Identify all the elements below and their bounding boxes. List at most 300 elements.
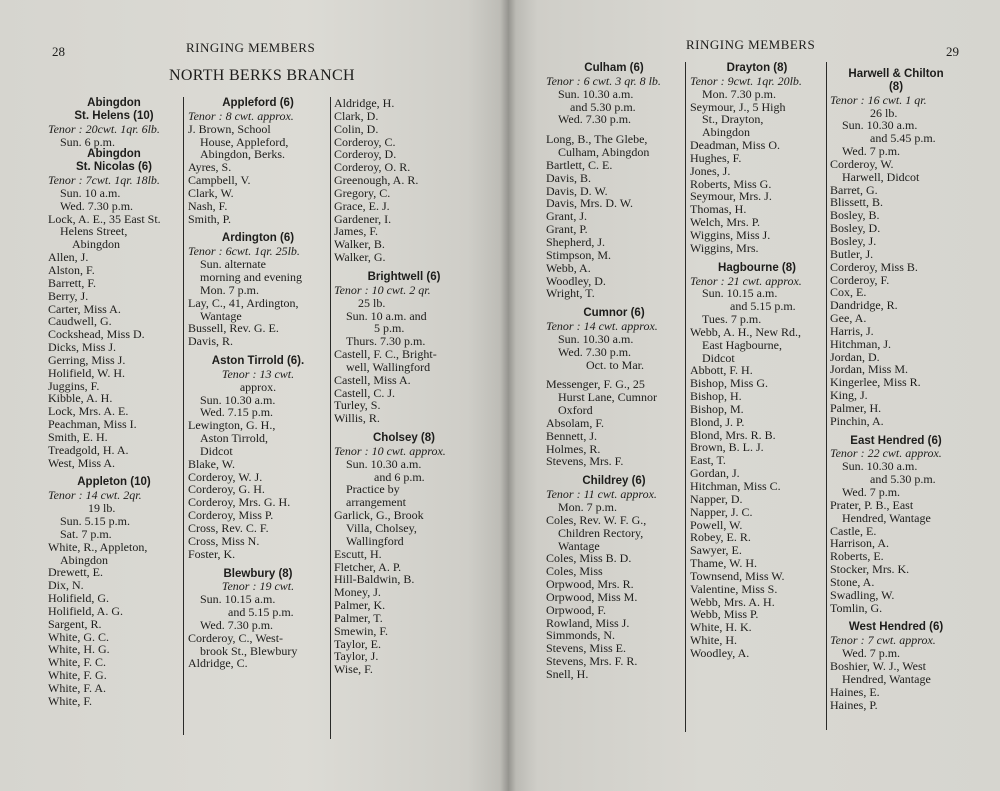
entry-line: Seymour, J., 5 High	[690, 99, 786, 114]
entry-line: Palmer, H.	[830, 400, 882, 415]
entry-line: Haines, P.	[830, 697, 878, 712]
entry-line: Castell, F. C., Bright-	[334, 347, 437, 362]
entry-line: Lay, C., 41, Ardington,	[188, 295, 299, 310]
entry-line: Mon. 7.30 p.m.	[702, 86, 777, 101]
entry-line: Ayres, S.	[188, 160, 232, 175]
entry-line: Corderoy, Mrs. G. H.	[188, 495, 291, 510]
entry-line: Nash, F.	[188, 198, 228, 213]
section-heading: Appleton (10)	[77, 476, 151, 489]
entry-line: Abingdon	[72, 237, 120, 252]
tenor-line: Tenor : 10 cwt. approx.	[334, 443, 446, 458]
entry-line: Oxford	[558, 403, 593, 418]
entry-line: Willis, R.	[334, 411, 380, 426]
entry-line: Corderoy, D.	[334, 147, 397, 162]
entry-line: Taylor, E.	[334, 636, 381, 651]
left-column-2	[188, 97, 328, 670]
entry-line: Palmer, K.	[334, 598, 386, 613]
entry-line: Wed. 7.30 p.m.	[60, 198, 134, 213]
entry-line: Coles, Miss	[546, 564, 603, 579]
entry-line: Greenough, A. R.	[334, 173, 419, 188]
entry-line: Bartlett, C. E.	[546, 157, 613, 172]
entry-line: 26 lb.	[870, 105, 898, 120]
entry-line: Cross, Rev. C. F.	[188, 521, 269, 535]
entry-line: Gerring, Miss J.	[48, 352, 126, 367]
entry-line: Taylor, J.	[334, 649, 379, 664]
entry-line: Castell, C. J.	[334, 385, 396, 400]
entry-line: Practice by	[346, 482, 400, 497]
entry-line: Tues. 7 p.m.	[702, 312, 762, 327]
entry-line: Carter, Miss A.	[48, 301, 121, 316]
entry-line: Kibble, A. H.	[48, 391, 113, 406]
entry-line: Boshier, W. J., West	[830, 658, 927, 673]
entry-line: Children Rectory,	[558, 525, 644, 540]
section-heading: Brightwell (6)	[367, 270, 441, 283]
entry-line: Sun. 10.30 a.m.	[346, 456, 422, 471]
entry-line: Webb, Miss P.	[690, 607, 759, 622]
section-heading: (8)	[888, 80, 904, 93]
section-heading: West Hendred (6)	[848, 621, 944, 634]
entry-line: Wed. 7.30 p.m.	[558, 112, 632, 127]
entry-line: Smewin, F.	[334, 623, 389, 638]
entry-line: Campbell, V.	[188, 173, 251, 188]
spacer	[334, 264, 474, 271]
entry-line: Corderoy, Miss B.	[830, 259, 918, 274]
entry-line: Sun. 10.30 a.m.	[200, 392, 276, 407]
right-column-2	[690, 62, 824, 660]
entry-line: East, T.	[690, 453, 726, 468]
entry-line: White, F. G.	[48, 668, 107, 683]
entry-line: Wed. 7 p.m.	[842, 144, 901, 159]
entry-line: Holmes, R.	[546, 441, 601, 456]
spacer	[690, 255, 824, 262]
entry-line: Grant, P.	[546, 222, 588, 237]
entry-line: Robey, E. R.	[690, 530, 751, 545]
entry-line: Wantage	[200, 308, 242, 323]
entry-line: Stevens, Mrs. F.	[546, 454, 624, 469]
entry-line: White, G. C.	[48, 629, 109, 644]
entry-line: Coles, Rev. W. F. G.,	[546, 512, 647, 527]
entry-line: Seymour, Mrs. J.	[690, 189, 772, 204]
spacer	[830, 428, 962, 435]
entry-line: Kingerlee, Miss R.	[830, 375, 921, 390]
entry-line: Stevens, Miss E.	[546, 641, 627, 656]
entry-line: Sun. 5.15 p.m.	[60, 514, 131, 528]
entry-line: Absolam, F.	[546, 415, 605, 430]
entry-line: Escutt, H.	[334, 546, 382, 561]
entry-line: Bosley, J.	[830, 233, 877, 248]
entry-line: Money, J.	[334, 585, 381, 600]
entry-line: Cross, Miss N.	[188, 533, 260, 548]
entry-line: Tomlin, G.	[830, 600, 883, 615]
tenor-line: Tenor : 11 cwt. approx.	[546, 487, 657, 502]
section-heading: Hagbourne (8)	[718, 261, 796, 274]
entry-line: Sun. 10.30 a.m.	[842, 459, 918, 474]
tenor-line: Tenor : 6 cwt. 3 qr. 8 lb.	[546, 73, 661, 88]
entry-line: Sun. 10.30 a.m.	[558, 331, 634, 346]
entry-line: Sat. 7 p.m.	[60, 526, 112, 541]
entry-line: Cox, E.	[830, 285, 867, 300]
entry-line: Sun. 10.30 a.m.	[842, 118, 918, 133]
entry-line: Dicks, Miss J.	[48, 340, 117, 355]
section-heading: St. Helens (10)	[74, 109, 154, 122]
entry-line: Smith, P.	[188, 211, 232, 226]
entry-line: Mon. 7 p.m.	[200, 282, 260, 297]
spacer	[188, 348, 328, 355]
entry-line: Wantage	[558, 538, 600, 553]
entry-line: Wallingford	[346, 533, 404, 548]
entry-line: and 5.30 p.m.	[870, 472, 936, 487]
section-heading: Abingdon	[87, 148, 141, 161]
entry-line: Mon. 7 p.m.	[558, 500, 618, 514]
left-column-3	[334, 97, 474, 676]
tenor-line: Tenor : 16 cwt. 1 qr.	[830, 92, 927, 107]
entry-line: Blake, W.	[188, 456, 235, 471]
entry-line: Treadgold, H. A.	[48, 442, 129, 457]
right-page	[508, 0, 1000, 791]
entry-line: Sun. alternate	[200, 257, 266, 272]
section-heading: Drayton (8)	[726, 62, 788, 74]
entry-line: Swadling, W.	[830, 587, 895, 602]
entry-line: Harris, J.	[830, 323, 874, 338]
entry-line: Deadman, Miss O.	[690, 138, 780, 153]
section-heading: Abingdon	[87, 97, 141, 109]
entry-line: Corderoy, C.	[334, 134, 396, 149]
entry-line: Abingdon	[702, 125, 750, 140]
entry-line: White, H. G.	[48, 642, 110, 657]
entry-line: Lewington, G. H.,	[188, 418, 276, 433]
tenor-line: Tenor : 14 cwt. approx.	[546, 319, 658, 334]
page-number: 28	[52, 44, 65, 59]
section-heading: Ardington (6)	[221, 232, 295, 245]
entry-line: Thame, W. H.	[690, 556, 757, 571]
branch-title: NORTH BERKS BRANCH	[169, 67, 355, 84]
running-head: RINGING MEMBERS	[186, 40, 316, 55]
entry-line: Didcot	[702, 350, 735, 365]
section-heading: Cholsey (8)	[373, 432, 435, 445]
entry-line: Caudwell, G.	[48, 314, 112, 329]
tenor-line: Tenor : 8 cwt. approx.	[188, 108, 294, 123]
entry-line: Palmer, T.	[334, 610, 383, 625]
entry-line: Corderoy, O. R.	[334, 160, 411, 175]
entry-line: Bishop, H.	[690, 389, 742, 404]
entry-line: Allen, J.	[48, 250, 89, 265]
entry-line: Bosley, D.	[830, 221, 881, 236]
entry-line: Holifield, G.	[48, 591, 109, 606]
entry-line: Bishop, M.	[690, 401, 744, 416]
entry-line: Sargent, R.	[48, 616, 102, 631]
entry-line: Hendred, Wantage	[842, 671, 931, 686]
entry-line: Didcot	[200, 443, 233, 458]
entry-line: Sun. 10 a.m.	[60, 185, 121, 200]
entry-line: White, F. C.	[48, 655, 107, 670]
entry-line: J. Brown, School	[188, 121, 271, 136]
entry-line: Hughes, F.	[690, 150, 742, 165]
entry-line: Napper, D.	[690, 491, 743, 506]
entry-line: East Hagbourne,	[702, 337, 782, 352]
spacer	[334, 425, 474, 432]
column-rule	[183, 97, 184, 735]
entry-line: approx.	[239, 379, 277, 394]
section-heading: Cumnor (6)	[583, 307, 645, 320]
section-heading: Blewbury (8)	[223, 567, 293, 580]
spacer	[48, 469, 180, 476]
entry-line: and 5.15 p.m.	[730, 299, 796, 314]
entry-line: Jordan, Miss M.	[830, 362, 909, 377]
entry-line: Clark, W.	[188, 185, 234, 200]
entry-line: White, F. A.	[48, 680, 107, 695]
entry-line: Shepherd, J.	[546, 234, 605, 249]
entry-line: Turley, S.	[334, 398, 381, 413]
entry-line: Colin, D.	[334, 121, 379, 136]
entry-line: and 6 p.m.	[374, 469, 425, 484]
entry-line: Barret, G.	[830, 182, 878, 197]
entry-line: Grant, J.	[546, 209, 587, 224]
entry-line: Roberts, E.	[830, 549, 884, 564]
tenor-line: Tenor : 6cwt. 1qr. 25lb.	[188, 244, 300, 259]
entry-line: Castell, Miss A.	[334, 372, 411, 387]
entry-line: Hurst Lane, Cumnor	[558, 390, 657, 405]
entry-line: arrangement	[346, 495, 406, 510]
entry-line: Wed. 7 p.m.	[842, 485, 901, 499]
entry-line: Sun. 10.15 a.m.	[702, 286, 778, 301]
entry-line: Bosley, B.	[830, 208, 880, 223]
entry-line: and 5.30 p.m.	[570, 99, 636, 114]
entry-line: Wise, F.	[334, 662, 373, 677]
entry-line: Juggins, F.	[48, 378, 100, 393]
entry-line: Drewett, E.	[48, 565, 103, 580]
entry-line: Fletcher, A. P.	[334, 559, 402, 574]
entry-line: Roberts, Miss G.	[690, 176, 772, 191]
entry-line: Webb, Mrs. A. H.	[690, 594, 775, 609]
entry-line: Walker, G.	[334, 250, 386, 265]
entry-line: Gregory, C.	[334, 185, 391, 200]
entry-line: Lock, A. E., 35 East St.	[48, 211, 161, 226]
entry-line: Rowland, Miss J.	[546, 615, 630, 630]
entry-line: Sun. 10.30 a.m.	[558, 86, 634, 101]
entry-line: Prater, P. B., East	[830, 497, 914, 512]
entry-line: Thomas, H.	[690, 202, 747, 217]
column-rule	[685, 62, 686, 732]
entry-line: Sun. 10 a.m. and	[346, 308, 427, 323]
entry-line: well, Wallingford	[346, 359, 431, 374]
column-rule	[330, 97, 331, 739]
entry-line: Wed. 7 p.m.	[842, 646, 901, 661]
entry-line: White, H. K.	[690, 620, 752, 635]
entry-line: Pinchin, A.	[830, 413, 884, 428]
entry-line: Culham, Abingdon	[558, 145, 650, 160]
entry-line: Oct. to Mar.	[586, 357, 644, 372]
entry-line: Corderoy, W.	[830, 156, 894, 171]
entry-line: Castle, E.	[830, 523, 877, 538]
tenor-line: Tenor : 7 cwt. approx.	[830, 633, 936, 648]
entry-line: House, Appleford,	[200, 134, 289, 149]
entry-line: Stevens, Mrs. F. R.	[546, 654, 638, 669]
section-heading: Culham (6)	[584, 62, 644, 74]
entry-line: Cockshead, Miss D.	[48, 327, 145, 342]
entry-line: Brown, B. L. J.	[690, 440, 764, 455]
entry-line: Corderoy, F.	[830, 272, 890, 287]
entry-line: Aldridge, C.	[188, 656, 248, 671]
entry-line: and 5.45 p.m.	[870, 131, 936, 146]
entry-line: Lock, Mrs. A. E.	[48, 404, 129, 419]
entry-line: Sun. 6 p.m.	[60, 134, 116, 149]
entry-line: Hendred, Wantage	[842, 510, 931, 525]
entry-line: Wed. 7.30 p.m.	[200, 617, 274, 632]
entry-line: Wiggins, Mrs.	[690, 240, 759, 255]
spacer	[830, 614, 962, 621]
section-heading: Appleford (6)	[222, 97, 294, 109]
entry-line: Bennett, J.	[546, 428, 597, 443]
entry-line: James, F.	[334, 224, 379, 239]
page-number: 29	[946, 44, 959, 59]
entry-line: Smith, E. H.	[48, 429, 108, 444]
section-heading: Harwell & Chilton	[848, 68, 944, 80]
entry-line: morning and evening	[200, 269, 302, 284]
tenor-line: Tenor : 7cwt. 1qr. 18lb.	[48, 173, 160, 188]
entry-line: Haines, E.	[830, 684, 880, 699]
tenor-line: Tenor : 21 cwt. approx.	[690, 273, 802, 288]
entry-line: Long, B., The Glebe,	[546, 132, 648, 147]
tenor-line: Tenor : 14 cwt. 2qr.	[48, 488, 142, 503]
right-column-1	[546, 62, 682, 681]
entry-line: Wed. 7.30 p.m.	[558, 344, 632, 359]
spacer	[546, 468, 682, 475]
entry-line: West, Miss A.	[48, 455, 116, 470]
entry-line: Simmonds, N.	[546, 628, 616, 643]
entry-line: Coles, Miss B. D.	[546, 551, 632, 566]
right-column-3	[830, 68, 962, 711]
entry-line: Aston Tirrold,	[200, 431, 269, 446]
entry-line: Davis, R.	[188, 334, 233, 349]
column-rule	[826, 62, 827, 730]
tenor-line: Tenor : 22 cwt. approx.	[830, 446, 942, 461]
running-head: RINGING MEMBERS	[686, 37, 816, 52]
entry-line: Thurs. 7.30 p.m.	[346, 334, 426, 349]
entry-line: Corderoy, G. H.	[188, 482, 265, 497]
entry-line: Powell, W.	[690, 517, 743, 532]
entry-line: Townsend, Miss W.	[690, 568, 785, 583]
entry-line: Abingdon, Berks.	[200, 147, 285, 162]
entry-line: Corderoy, W. J.	[188, 469, 263, 484]
section-heading: Aston Tirrold (6).	[211, 355, 305, 368]
entry-line: Hitchman, Miss C.	[690, 479, 781, 493]
entry-line: Blissett, B.	[830, 195, 884, 210]
entry-line: 25 lb.	[358, 295, 386, 310]
entry-line: Snell, H.	[546, 666, 589, 681]
spacer	[546, 300, 682, 307]
entry-line: Walker, B.	[334, 237, 385, 252]
entry-line: Villa, Cholsey,	[346, 521, 417, 535]
entry-line: Butler, J.	[830, 246, 874, 261]
spacer	[188, 225, 328, 232]
entry-line: Blond, Mrs. R. B.	[690, 427, 776, 442]
entry-line: Woodley, D.	[546, 273, 606, 288]
entry-line: Alston, F.	[48, 262, 95, 277]
spacer	[188, 561, 328, 568]
entry-line: Stone, A.	[830, 574, 875, 589]
entry-line: Jones, J.	[690, 163, 731, 178]
entry-line: 19 lb.	[88, 501, 116, 516]
entry-line: White, H.	[690, 633, 737, 648]
entry-line: Gordan, J.	[690, 466, 740, 481]
entry-line: Webb, A. H., New Rd.,	[690, 324, 802, 339]
section-heading: Childrey (6)	[582, 475, 646, 488]
entry-line: and 5.15 p.m.	[228, 605, 294, 620]
tenor-line: Tenor : 10 cwt. 2 qr.	[334, 282, 431, 297]
entry-line: Blond, J. P.	[690, 414, 745, 429]
entry-line: Helens Street,	[60, 224, 128, 239]
entry-line: White, R., Appleton,	[48, 539, 148, 554]
entry-line: Napper, J. C.	[690, 504, 753, 519]
entry-line: Stocker, Mrs. K.	[830, 562, 910, 577]
entry-line: Webb, A.	[546, 260, 591, 275]
entry-line: Clark, D.	[334, 108, 379, 123]
entry-line: Woodley, A.	[690, 645, 750, 660]
entry-line: brook St., Blewbury	[200, 643, 298, 658]
entry-line: Corderoy, C., West-	[188, 630, 284, 645]
entry-line: Orpwood, F.	[546, 602, 607, 617]
entry-line: Aldridge, H.	[334, 96, 395, 110]
entry-line: Holifield, A. G.	[48, 603, 123, 618]
entry-line: Berry, J.	[48, 288, 89, 303]
entry-line: St., Drayton,	[702, 112, 764, 127]
entry-line: Foster, K.	[188, 546, 236, 561]
tenor-line: Tenor : 9cwt. 1qr. 20lb.	[690, 73, 802, 88]
entry-line: Messenger, F. G., 25	[546, 377, 645, 392]
tenor-line: Tenor : 19 cwt.	[221, 579, 295, 594]
entry-line: Sun. 10.15 a.m.	[200, 592, 276, 607]
book-gutter	[500, 0, 516, 791]
entry-line: Stimpson, M.	[546, 247, 612, 262]
entry-line: Jordan, D.	[830, 349, 880, 364]
entry-line: Abbott, F. H.	[690, 363, 753, 378]
entry-line: Peachman, Miss I.	[48, 417, 137, 432]
entry-line: Corderoy, Miss P.	[188, 508, 274, 523]
entry-line: Orpwood, Mrs. R.	[546, 577, 634, 592]
entry-line: 5 p.m.	[374, 321, 405, 336]
entry-line: Wright, T.	[546, 286, 595, 301]
section-heading: East Hendred (6)	[850, 434, 942, 447]
entry-line: Gee, A.	[830, 311, 867, 326]
entry-line: Wed. 7.15 p.m.	[200, 405, 274, 420]
entry-line: Barrett, F.	[48, 275, 97, 290]
section-heading: St. Nicolas (6)	[75, 161, 153, 174]
tenor-line: Tenor : 13 cwt.	[221, 366, 295, 381]
entry-line: Gardener, I.	[334, 211, 392, 226]
entry-line: Welch, Mrs. P.	[690, 215, 761, 230]
entry-line: Bishop, Miss G.	[690, 376, 769, 391]
entry-line: Dandridge, R.	[830, 298, 898, 313]
entry-line: Abingdon	[60, 552, 108, 567]
entry-line: King, J.	[830, 388, 868, 403]
entry-line: Grace, E. J.	[334, 198, 390, 213]
entry-line: Harwell, Didcot	[842, 169, 920, 184]
entry-line: Hitchman, J.	[830, 336, 891, 351]
entry-line: Bussell, Rev. G. E.	[188, 321, 279, 336]
entry-line: Holifield, W. H.	[48, 365, 125, 380]
entry-line: Davis, D. W.	[546, 183, 608, 198]
entry-line: Davis, B.	[546, 170, 591, 185]
entry-line: Hill-Baldwin, B.	[334, 572, 415, 587]
tenor-line: Tenor : 20cwt. 1qr. 6lb.	[48, 121, 160, 136]
entry-line: Dix, N.	[48, 578, 84, 593]
entry-line: Davis, Mrs. D. W.	[546, 196, 634, 211]
entry-line: Garlick, G., Brook	[334, 508, 424, 523]
left-column-1	[48, 97, 180, 708]
entry-line: Orpwood, Miss M.	[546, 589, 638, 604]
entry-line: Valentine, Miss S.	[690, 581, 778, 596]
entry-line: White, F.	[48, 693, 93, 708]
